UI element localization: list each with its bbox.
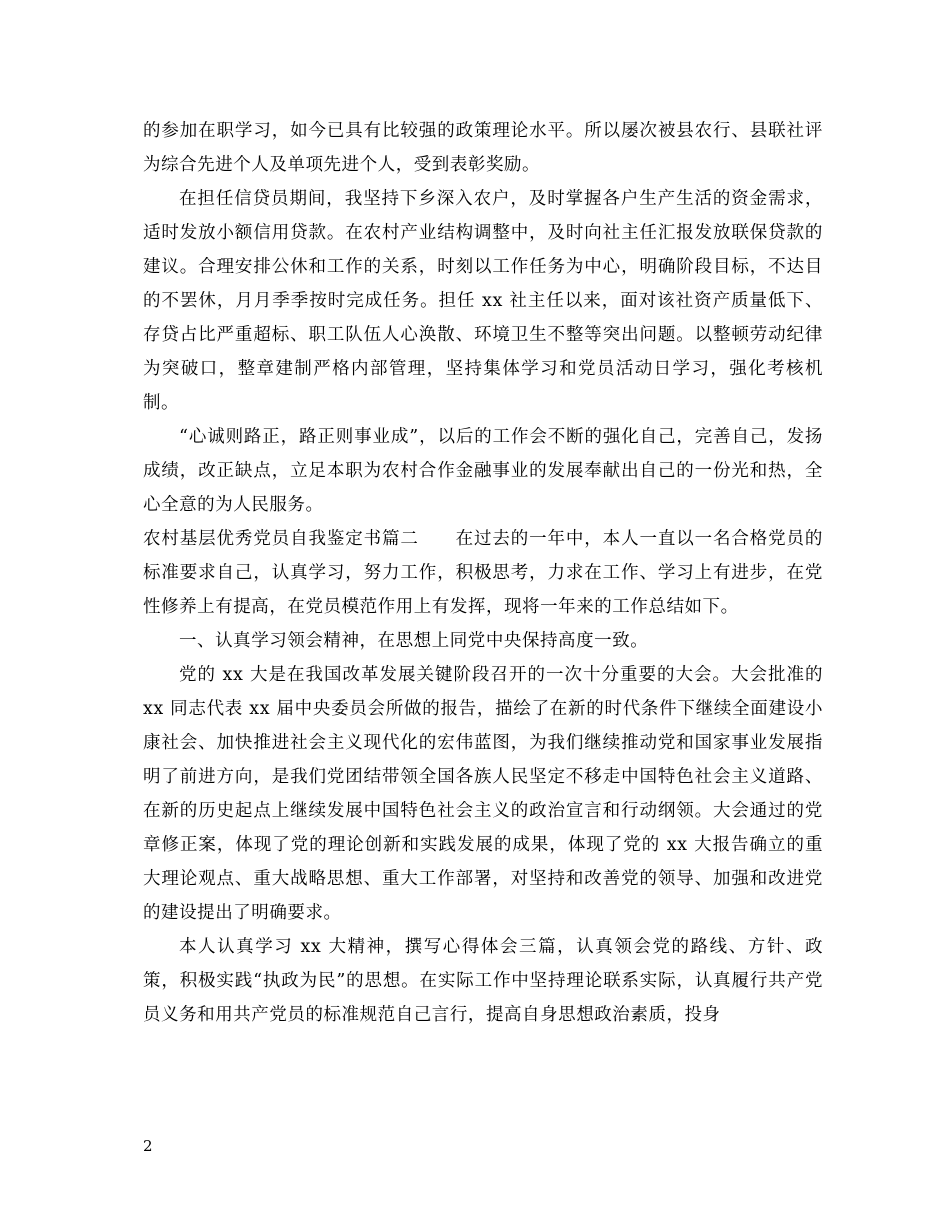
page-number: 2 <box>143 1137 153 1155</box>
paragraph-5-subheading: 一、认真学习领会精神，在思想上同党中央保持高度一致。 <box>179 631 649 651</box>
paragraph-2: 在担任信贷员期间，我坚持下乡深入农户，及时掌握各户生产生活的资金需求，适时发放小额信用贷款。在农村产业结构调整中，及时向社主任汇报发放联保贷款的建议。合理安排公休和工作的关系，时刻以工作任务为中心，明确阶段目标，不达目的不罢休，月月季季按时完成任务。担任 xx 社主任以来，面对该社资产质量低下、存贷占比严重超标、职工队伍人心涣散、环境卫生不整等突出问题。以整顿劳动纪律为突破口，整章建制严格内部管理，坚持集体学习和党员活动日学习，强化考核机制。 <box>143 189 823 413</box>
paragraph-4-section-heading: 农村基层优秀党员自我鉴定书篇二 在过去的一年中，本人一直以一名合格党员的标准要求自己，认真学习，努力工作，积极思考，力求在工作、学习上有进步，在党性修养上有提高，在党员模范作用上有发挥，现将一年来的工作总结如下。 <box>143 529 823 617</box>
paragraph-7: 本人认真学习 xx 大精神，撰写心得体会三篇，认真领会党的路线、方针、政策，积极实践“执政为民”的思想。在实际工作中坚持理论联系实际，认真履行共产党员义务和用共产党员的标准规范自己言行，提高自身思想政治素质，投身 <box>143 937 823 1025</box>
document-body <box>143 114 823 1032</box>
paragraph-6: 党的 xx 大是在我国改革发展关键阶段召开的一次十分重要的大会。大会批准的 xx 同志代表 xx 届中央委员会所做的报告，描绘了在新的时代条件下继续全面建设小康社会、加快推进社会主义现代化的宏伟蓝图，为我们继续推动党和国家事业发展指明了前进方向，是我们党团结带领全国各族人民坚定不移走中国特色社会主义道路、在新的历史起点上继续发展中国特色社会主义的政治宣言和行动纲领。大会通过的党章修正案，体现了党的理论创新和实践发展的成果，体现了党的 xx 大报告确立的重大理论观点、重大战略思想、重大工作部署，对坚持和改善党的领导、加强和改进党的建设提出了明确要求。 <box>143 665 823 923</box>
paragraph-3: “心诚则路正，路正则事业成”，以后的工作会不断的强化自己，完善自己，发扬成绩，改正缺点，立足本职为农村合作金融事业的发展奉献出自己的一份光和热，全心全意的为人民服务。 <box>143 427 823 515</box>
paragraph-1: 的参加在职学习，如今已具有比较强的政策理论水平。所以屡次被县农行、县联社评为综合先进个人及单项先进个人，受到表彰奖励。 <box>143 121 823 175</box>
